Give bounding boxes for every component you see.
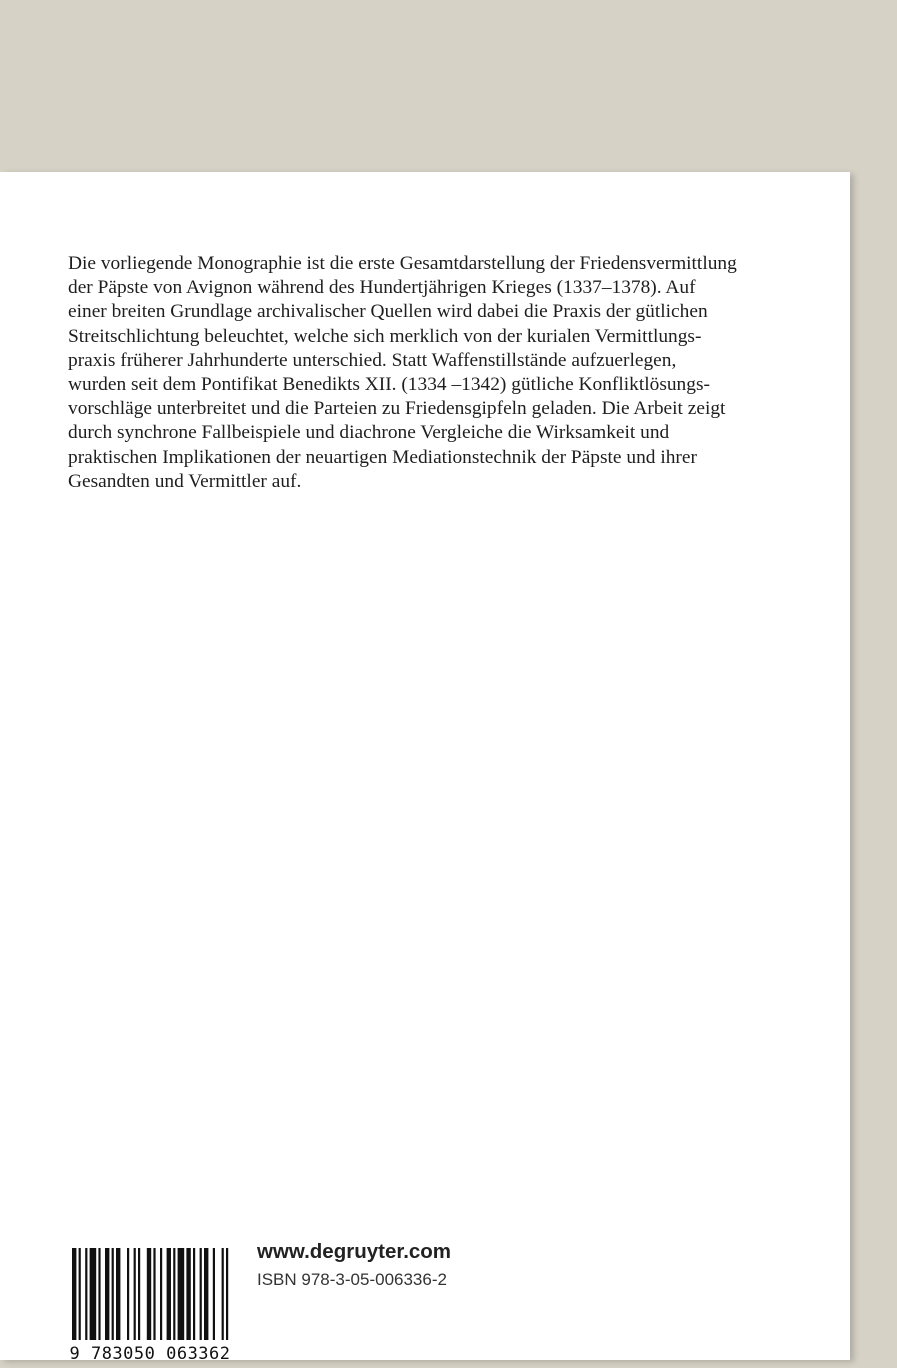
barcode-bar bbox=[226, 1248, 228, 1340]
barcode-bar bbox=[127, 1248, 129, 1340]
back-cover bbox=[0, 172, 850, 1364]
barcode-bar bbox=[79, 1248, 81, 1340]
blurb-line: der Päpste von Avignon während des Hundertjährigen Krieges (1337–1378). Auf bbox=[68, 277, 696, 299]
barcode-bar bbox=[134, 1248, 136, 1340]
barcode-bar bbox=[186, 1248, 190, 1340]
isbn-number: ISBN 978-3-05-006336-2 bbox=[257, 1270, 447, 1289]
barcode-bar bbox=[160, 1248, 162, 1340]
barcode-bar bbox=[98, 1248, 100, 1340]
blurb-text bbox=[68, 252, 788, 494]
barcode-digits: 9 783050 063362 bbox=[69, 1344, 231, 1364]
barcode-bar bbox=[200, 1248, 202, 1340]
blurb-line: Gesandten und Vermittler auf. bbox=[68, 470, 302, 492]
barcode-bar bbox=[90, 1248, 97, 1340]
blurb-line: praktischen Implikationen der neuartigen Mediationstechnik der Päpste und ihrer bbox=[68, 446, 697, 468]
blurb-line: vorschläge unterbreitet und die Parteien zu Friedensgipfeln geladen. Die Arbeit zeigt bbox=[68, 398, 726, 420]
barcode-bars bbox=[62, 1248, 238, 1342]
blurb-line: Streitschlichtung beleuchtet, welche sich merklich von der kurialen Vermittlungs- bbox=[68, 325, 702, 347]
blurb-line: einer breiten Grundlage archivalischer Quellen wird dabei die Praxis der gütlichen bbox=[68, 301, 708, 323]
barcode-bar bbox=[193, 1248, 195, 1340]
barcode-bar bbox=[105, 1248, 109, 1340]
barcode-bar bbox=[112, 1248, 114, 1340]
barcode-bar bbox=[222, 1248, 224, 1340]
blurb-line: durch synchrone Fallbeispiele und diachrone Vergleiche die Wirksamkeit und bbox=[68, 422, 670, 444]
barcode-bar bbox=[178, 1248, 185, 1340]
barcode-bar bbox=[85, 1248, 87, 1340]
barcode-bar bbox=[116, 1248, 120, 1340]
barcode-bar bbox=[204, 1248, 208, 1340]
barcode-bar bbox=[213, 1248, 215, 1340]
barcode-bar bbox=[173, 1248, 175, 1340]
blurb-line: Die vorliegende Monographie ist die erste Gesamtdarstellung der Friedensvermittlung bbox=[68, 253, 737, 274]
barcode-bar bbox=[147, 1248, 151, 1340]
barcode-bar bbox=[167, 1248, 171, 1340]
blurb-line: wurden seit dem Pontifikat Benedikts XII. (1334 –1342) gütliche Konfliktlösungs- bbox=[68, 374, 710, 396]
publisher-website: www.degruyter.com bbox=[257, 1240, 452, 1263]
barcode-bar bbox=[138, 1248, 140, 1340]
blurb-line: praxis früherer Jahrhunderte unterschied. Statt Waffenstillstände aufzuerlegen, bbox=[68, 349, 677, 371]
barcode-bar bbox=[72, 1248, 76, 1340]
isbn-barcode bbox=[62, 1248, 238, 1368]
barcode-bar bbox=[153, 1248, 155, 1340]
